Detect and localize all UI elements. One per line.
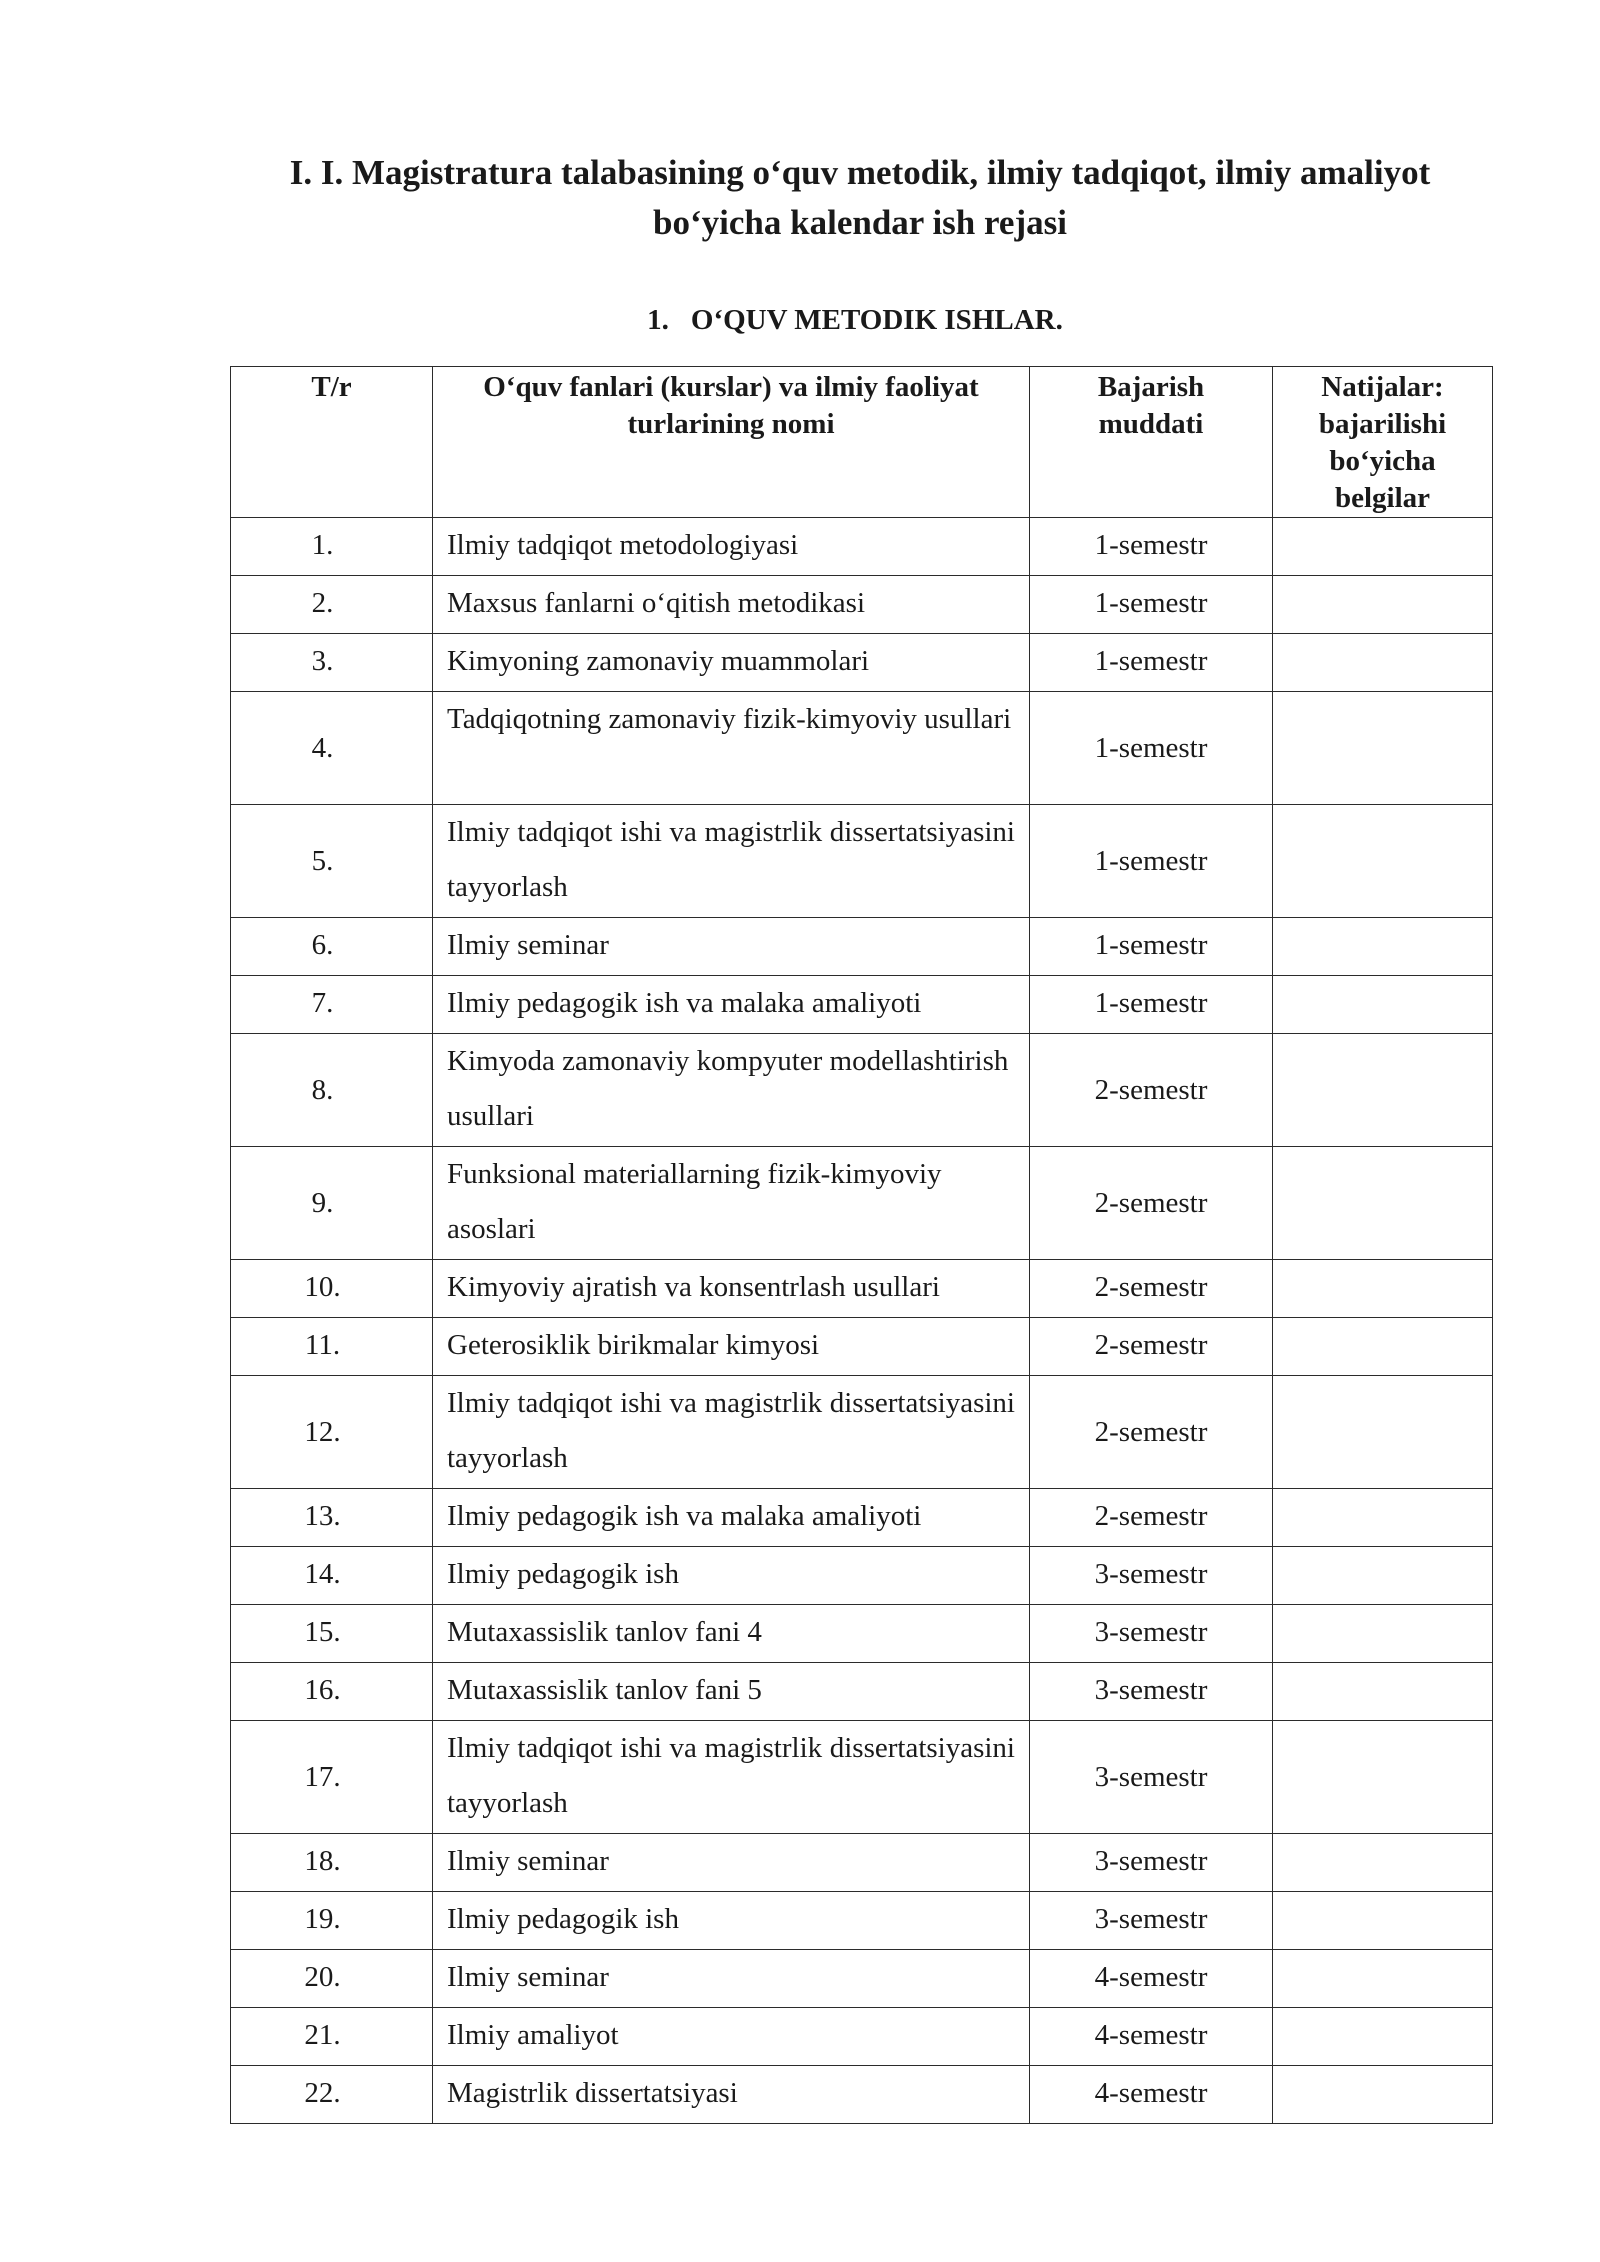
header-num: T/r: [231, 367, 433, 518]
row-deadline: 1-semestr: [1030, 692, 1273, 805]
row-number: 12.: [231, 1376, 433, 1489]
table-row: [231, 1547, 1493, 1605]
row-activity-name: Ilmiy tadqiqot metodologiyasi: [433, 518, 1030, 576]
row-activity-name: Ilmiy pedagogik ish: [433, 1892, 1030, 1950]
row-number: 15.: [231, 1605, 433, 1663]
section-heading: [0, 300, 1600, 340]
row-deadline: 1-semestr: [1030, 576, 1273, 634]
row-deadline: 3-semestr: [1030, 1721, 1273, 1834]
row-result: [1273, 1260, 1493, 1318]
table-row: [231, 805, 1493, 918]
table-row: [231, 1605, 1493, 1663]
row-deadline: 1-semestr: [1030, 634, 1273, 692]
row-number: 22.: [231, 2066, 433, 2124]
row-number: 14.: [231, 1547, 433, 1605]
table-row: [231, 576, 1493, 634]
row-result: [1273, 1834, 1493, 1892]
row-activity-name: Kimyoda zamonaviy kompyuter modellashtirish usullari: [433, 1034, 1030, 1147]
row-activity-name: Ilmiy amaliyot: [433, 2008, 1030, 2066]
row-result: [1273, 2008, 1493, 2066]
row-result: [1273, 634, 1493, 692]
row-number: 17.: [231, 1721, 433, 1834]
row-deadline: 1-semestr: [1030, 805, 1273, 918]
row-activity-name: Ilmiy tadqiqot ishi va magistrlik dissertatsiyasini tayyorlash: [433, 805, 1030, 918]
row-deadline: 3-semestr: [1030, 1663, 1273, 1721]
row-deadline: 3-semestr: [1030, 1892, 1273, 1950]
row-deadline: 4-semestr: [1030, 2008, 1273, 2066]
row-activity-name: Ilmiy tadqiqot ishi va magistrlik dissertatsiyasini tayyorlash: [433, 1721, 1030, 1834]
row-activity-name: Magistrlik dissertatsiyasi: [433, 2066, 1030, 2124]
table-row: [231, 1376, 1493, 1489]
row-activity-name: Ilmiy seminar: [433, 1950, 1030, 2008]
row-number: 5.: [231, 805, 433, 918]
table-row: [231, 2008, 1493, 2066]
header-result: Natijalar: bajarilishi bo‘yicha belgilar: [1273, 367, 1493, 518]
row-result: [1273, 1721, 1493, 1834]
table-row: [231, 976, 1493, 1034]
row-result: [1273, 1605, 1493, 1663]
row-deadline: 2-semestr: [1030, 1147, 1273, 1260]
row-result: [1273, 1663, 1493, 1721]
row-number: 1.: [231, 518, 433, 576]
row-activity-name: Maxsus fanlarni o‘qitish metodikasi: [433, 576, 1030, 634]
row-deadline: 1-semestr: [1030, 976, 1273, 1034]
row-result: [1273, 1950, 1493, 2008]
table-row: [231, 692, 1493, 805]
row-number: 9.: [231, 1147, 433, 1260]
table-row: [231, 1034, 1493, 1147]
table-row: [231, 2066, 1493, 2124]
row-result: [1273, 518, 1493, 576]
row-activity-name: Ilmiy seminar: [433, 1834, 1030, 1892]
row-activity-name: Tadqiqotning zamonaviy fizik-kimyoviy usullari: [433, 692, 1030, 805]
row-activity-name: Funksional materiallarning fizik-kimyoviy asoslari: [433, 1147, 1030, 1260]
table-row: [231, 1892, 1493, 1950]
row-activity-name: Ilmiy seminar: [433, 918, 1030, 976]
table-row: [231, 1950, 1493, 2008]
header-name: O‘quv fanlari (kurslar) va ilmiy faoliyat turlarining nomi: [433, 367, 1030, 518]
row-number: 18.: [231, 1834, 433, 1892]
header-term: Bajarish muddati: [1030, 367, 1273, 518]
row-deadline: 4-semestr: [1030, 1950, 1273, 2008]
row-activity-name: Ilmiy pedagogik ish: [433, 1547, 1030, 1605]
row-activity-name: Mutaxassislik tanlov fani 5: [433, 1663, 1030, 1721]
row-result: [1273, 1318, 1493, 1376]
row-number: 3.: [231, 634, 433, 692]
row-deadline: 2-semestr: [1030, 1318, 1273, 1376]
work-plan-table: [230, 366, 1493, 2124]
row-number: 21.: [231, 2008, 433, 2066]
row-deadline: 3-semestr: [1030, 1834, 1273, 1892]
row-result: [1273, 976, 1493, 1034]
row-number: 11.: [231, 1318, 433, 1376]
row-result: [1273, 1376, 1493, 1489]
row-number: 19.: [231, 1892, 433, 1950]
row-deadline: 4-semestr: [1030, 2066, 1273, 2124]
row-number: 6.: [231, 918, 433, 976]
row-activity-name: Kimyoning zamonaviy muammolari: [433, 634, 1030, 692]
table-body: [231, 518, 1493, 2124]
table-row: [231, 1260, 1493, 1318]
row-activity-name: Ilmiy pedagogik ish va malaka amaliyoti: [433, 976, 1030, 1034]
row-result: [1273, 1034, 1493, 1147]
row-result: [1273, 1892, 1493, 1950]
row-deadline: 2-semestr: [1030, 1376, 1273, 1489]
row-number: 13.: [231, 1489, 433, 1547]
row-deadline: 2-semestr: [1030, 1034, 1273, 1147]
row-deadline: 3-semestr: [1030, 1605, 1273, 1663]
table-row: [231, 1489, 1493, 1547]
row-deadline: 2-semestr: [1030, 1489, 1273, 1547]
row-deadline: 2-semestr: [1030, 1260, 1273, 1318]
row-activity-name: Ilmiy pedagogik ish va malaka amaliyoti: [433, 1489, 1030, 1547]
table-row: [231, 1834, 1493, 1892]
row-result: [1273, 918, 1493, 976]
row-activity-name: Ilmiy tadqiqot ishi va magistrlik dissertatsiyasini tayyorlash: [433, 1376, 1030, 1489]
row-number: 16.: [231, 1663, 433, 1721]
row-number: 8.: [231, 1034, 433, 1147]
row-result: [1273, 576, 1493, 634]
row-number: 2.: [231, 576, 433, 634]
table-row: [231, 1721, 1493, 1834]
row-number: 10.: [231, 1260, 433, 1318]
table-row: [231, 634, 1493, 692]
row-result: [1273, 805, 1493, 918]
row-activity-name: Kimyoviy ajratish va konsentrlash usullari: [433, 1260, 1030, 1318]
row-deadline: 1-semestr: [1030, 918, 1273, 976]
row-activity-name: Geterosiklik birikmalar kimyosi: [433, 1318, 1030, 1376]
table-row: [231, 1318, 1493, 1376]
row-number: 7.: [231, 976, 433, 1034]
row-number: 4.: [231, 692, 433, 805]
row-result: [1273, 1147, 1493, 1260]
section-title: O‘QUV METODIK ISHLAR.: [690, 304, 1063, 336]
table-row: [231, 918, 1493, 976]
document-title: I. I. Magistratura talabasining o‘quv metodik, ilmiy tadqiqot, ilmiy amaliyot bo‘yicha kalendar ish rejasi: [289, 153, 1431, 242]
table-row: [231, 1663, 1493, 1721]
row-deadline: 3-semestr: [1030, 1547, 1273, 1605]
row-activity-name: Mutaxassislik tanlov fani 4: [433, 1605, 1030, 1663]
row-result: [1273, 1547, 1493, 1605]
row-deadline: 1-semestr: [1030, 518, 1273, 576]
table-row: [231, 518, 1493, 576]
section-number: 1.: [647, 304, 669, 336]
table-header-row: [231, 367, 1493, 518]
row-result: [1273, 692, 1493, 805]
row-number: 20.: [231, 1950, 433, 2008]
row-result: [1273, 1489, 1493, 1547]
row-result: [1273, 2066, 1493, 2124]
table-row: [231, 1147, 1493, 1260]
